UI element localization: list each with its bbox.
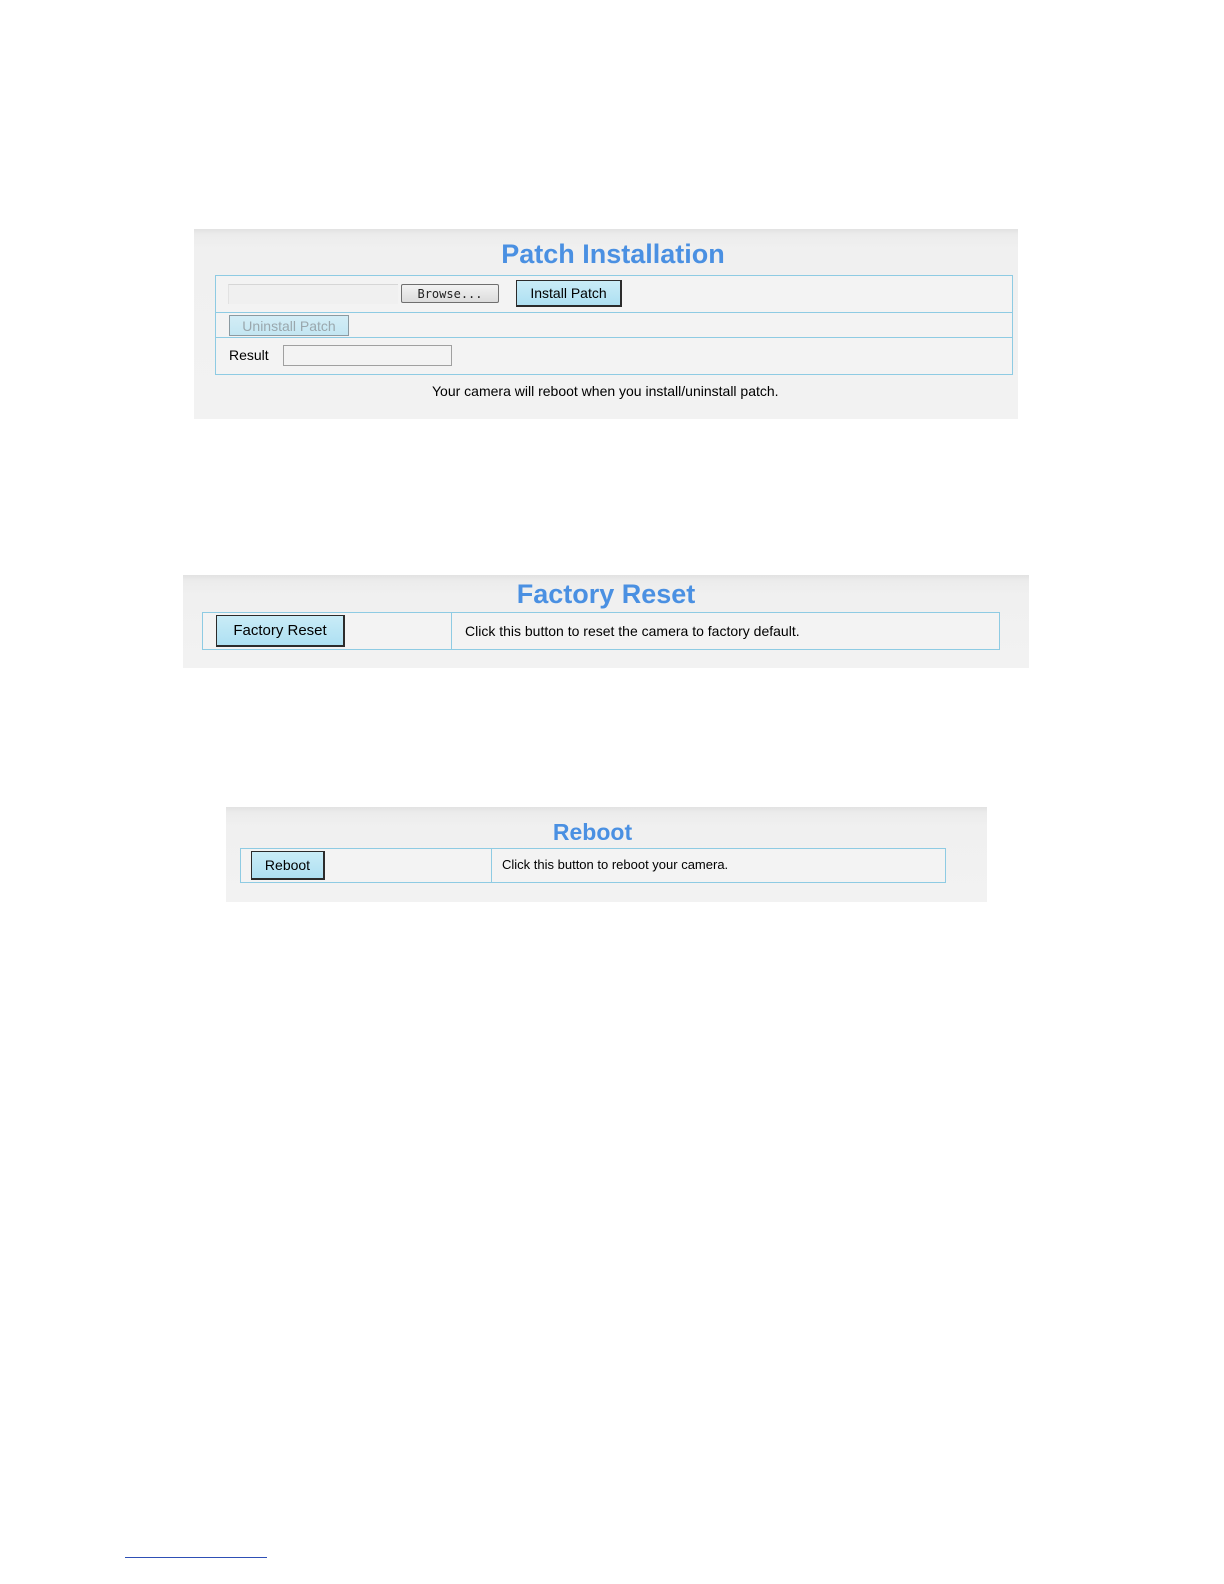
factory-reset-table xyxy=(202,612,1000,650)
factory-reset-description: Click this button to reset the camera to factory default. xyxy=(465,623,800,639)
browse-button[interactable]: Browse... xyxy=(401,284,499,303)
reboot-title: Reboot xyxy=(552,819,633,845)
reboot-panel xyxy=(226,807,987,902)
patch-installation-panel xyxy=(194,229,1018,419)
row-divider xyxy=(216,337,1012,338)
factory-reset-title: Factory Reset xyxy=(516,579,696,609)
column-divider xyxy=(491,849,492,882)
factory-reset-panel xyxy=(183,575,1029,668)
result-label: Result xyxy=(229,347,269,363)
reboot-description: Click this button to reboot your camera. xyxy=(502,857,729,872)
factory-reset-button[interactable]: Factory Reset xyxy=(216,615,345,647)
result-field xyxy=(283,345,452,366)
patch-reboot-note: Your camera will reboot when you install/uninstall patch. xyxy=(432,383,779,399)
uninstall-patch-button: Uninstall Patch xyxy=(229,315,349,336)
row-divider xyxy=(216,312,1012,313)
patch-file-input[interactable] xyxy=(228,284,398,304)
column-divider xyxy=(451,613,452,649)
install-patch-button[interactable]: Install Patch xyxy=(516,280,622,307)
footer-link-underline[interactable] xyxy=(125,1557,267,1558)
reboot-button[interactable]: Reboot xyxy=(251,851,325,880)
reboot-table xyxy=(240,848,946,883)
patch-installation-title: Patch Installation xyxy=(501,239,725,269)
patch-form-table xyxy=(215,275,1013,375)
